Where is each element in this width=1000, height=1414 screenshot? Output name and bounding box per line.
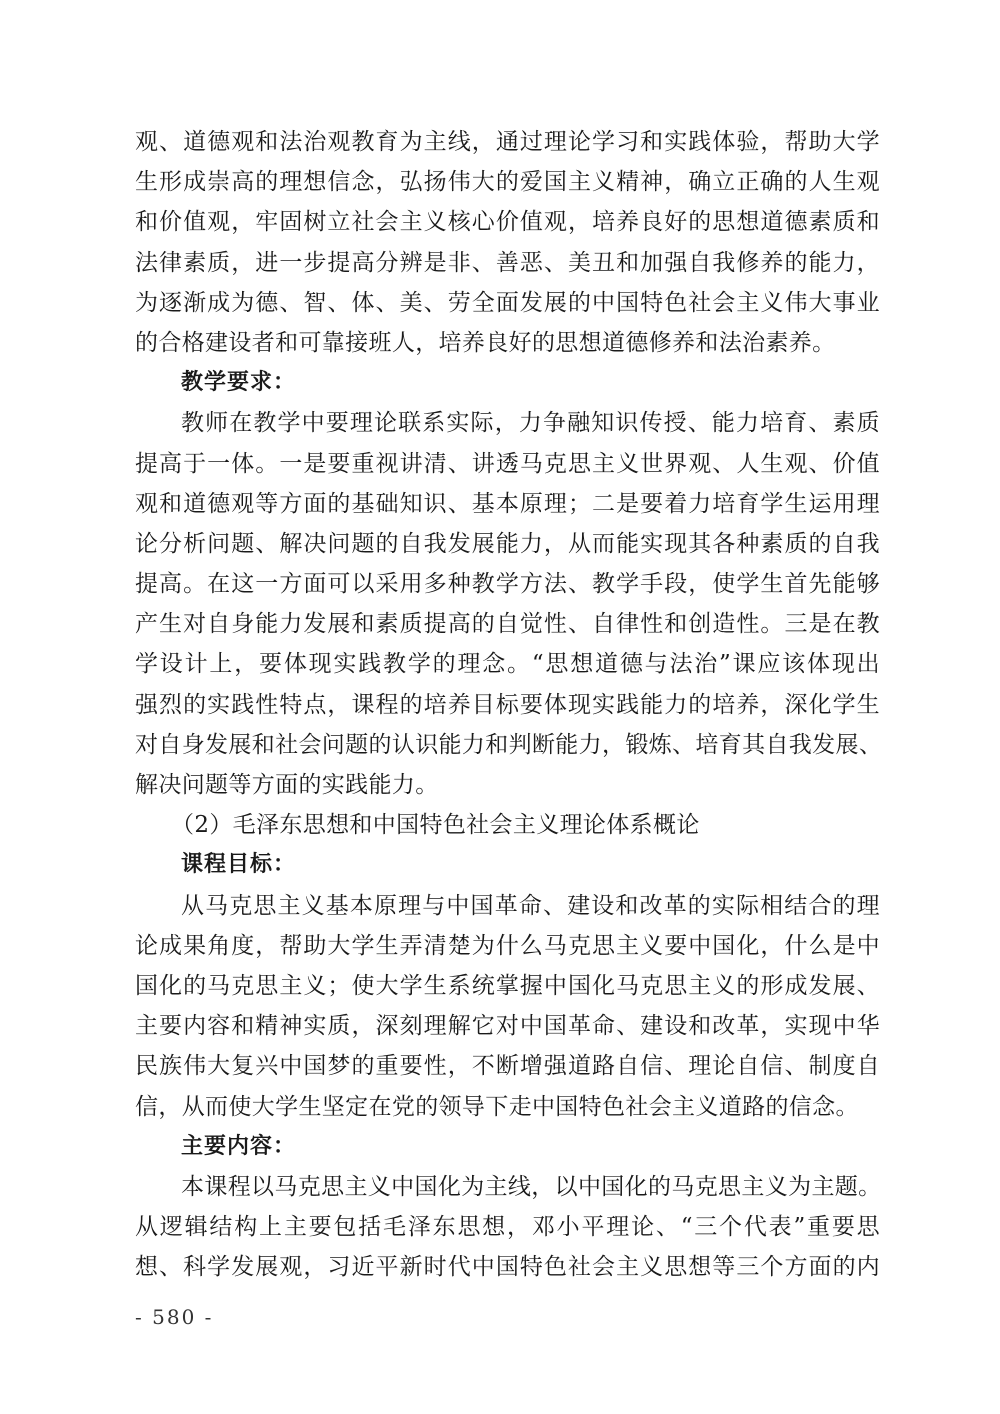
paragraph-line: 论成果角度，帮助大学生弄清楚为什么马克思主义要中国化，什么是中 [135,932,880,959]
paragraph-line: 本课程以马克思主义中国化为主线，以中国化的马克思主义为主题。 [181,1173,882,1200]
teaching-requirements-paragraph [135,403,883,805]
course-goal-paragraph [135,886,880,1127]
section-title: （2）毛泽东思想和中国特色社会主义理论体系概论 [171,812,700,839]
paragraph-line: 提高。在这一方面可以采用多种教学方法、教学手段，使学生首先能够 [135,571,880,598]
paragraph-line: 教师在教学中要理论联系实际，力争融知识传授、能力培育、素质 [181,410,880,437]
paragraph-line: 观、道德观和法治观教育为主线，通过理论学习和实践体验，帮助大学 [135,129,880,155]
paragraph-line: 从逻辑结构上主要包括毛泽东思想，邓小平理论、“三个代表”重要思 [135,1214,880,1241]
paragraph-line: 强烈的实践性特点，课程的培养目标要体现实践能力的培养，深化学生 [135,691,880,718]
paragraph-line: 法律素质，进一步提高分辨是非、善恶、美丑和加强自我修养的能力， [135,249,880,276]
paragraph-line: 和价值观，牢固树立社会主义核心价值观，培养良好的思想道德素质和 [135,209,880,236]
paragraph-line: 产生对自身能力发展和素质提高的自觉性、自律性和创造性。三是在教 [135,611,880,638]
paragraph-line: 国化的马克思主义；使大学生系统掌握中国化马克思主义的形成发展、 [135,972,880,999]
paragraph-line: 观和道德观等方面的基础知识、基本原理；二是要着力培育学生运用理 [135,490,880,517]
main-content-heading: 主要内容： [181,1133,297,1159]
course-goal-heading: 课程目标： [181,852,297,878]
paragraph-line: 解决问题等方面的实践能力。 [135,772,439,798]
page-number: - 580 - [135,1305,214,1329]
course-objective-paragraph [135,122,880,363]
paragraph-line: 提高于一体。一是要重视讲清、讲透马克思主义世界观、人生观、价值 [135,450,880,477]
paragraph-line: 对自身发展和社会问题的认识能力和判断能力，锻炼、培育其自我发展、 [135,731,883,758]
paragraph-line: 为逐渐成为德、智、体、美、劳全面发展的中国特色社会主义伟大事业 [135,289,880,316]
paragraph-line: 民族伟大复兴中国梦的重要性，不断增强道路自信、理论自信、制度自 [135,1053,880,1080]
paragraph-line: 论分析问题、解决问题的自我发展能力，从而能实现其各种素质的自我 [135,530,880,557]
paragraph-line: 主要内容和精神实质，深刻理解它对中国革命、建设和改革，实现中华 [135,1013,880,1040]
paragraph-line: 的合格建设者和可靠接班人，培养良好的思想道德修养和法治素养。 [135,329,836,356]
teaching-requirements-heading: 教学要求： [181,370,297,396]
main-content-paragraph [135,1167,880,1288]
page-body [135,122,883,1287]
paragraph-line: 想、科学发展观，习近平新时代中国特色社会主义思想等三个方面的内 [135,1254,880,1281]
paragraph-line: 信，从而使大学生坚定在党的领导下走中国特色社会主义道路的信念。 [135,1093,859,1120]
paragraph-line: 从马克思主义基本原理与中国革命、建设和改革的实际相结合的理 [181,892,880,919]
paragraph-line: 生形成崇高的理想信念，弘扬伟大的爱国主义精神，确立正确的人生观 [135,169,880,196]
paragraph-line: 学设计上，要体现实践教学的理念。“思想道德与法治”课应该体现出 [135,651,880,678]
